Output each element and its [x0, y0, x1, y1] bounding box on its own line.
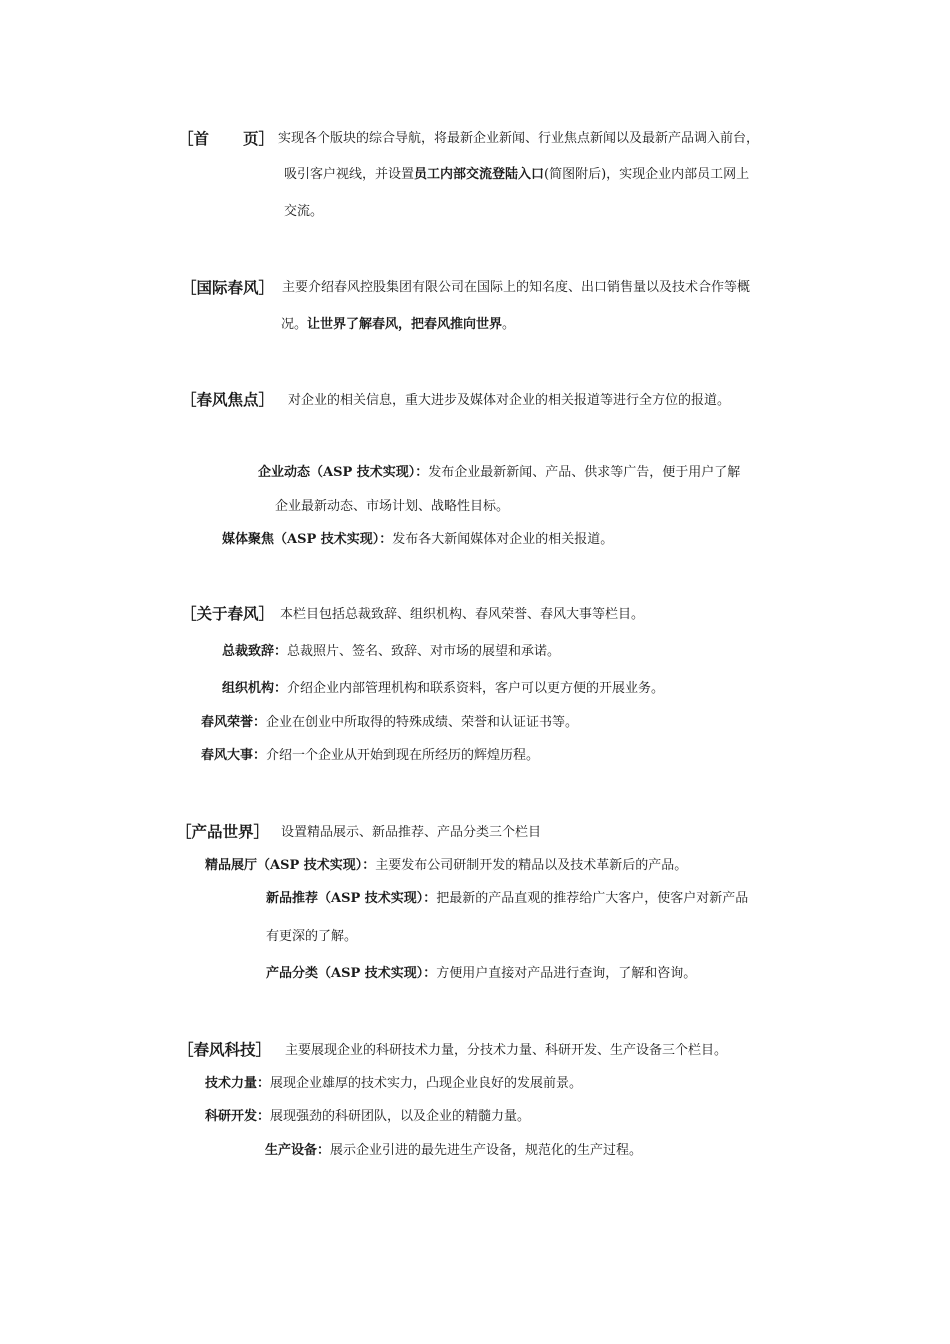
- staff-login-entry: 员工内部交流登陆入口: [414, 167, 545, 182]
- about-honor-text: 企业在创业中所取得的特殊成绩、荣誉和认证证书等。: [266, 715, 579, 730]
- about-heading: ［关于春风］: [181, 605, 275, 623]
- products-new-line2: 有更深的了解。: [266, 929, 358, 944]
- home-heading-close: 页］: [243, 130, 275, 148]
- focus-dynamics-line2: 企业最新动态、市场计划、战略性目标。: [275, 499, 510, 514]
- products-showroom-label: 精品展厅（ASP 技术实现）：: [205, 858, 376, 873]
- tech-rd-text: 展现强劲的科研团队，以及企业的精髓力量。: [270, 1109, 531, 1124]
- products-category-text: 方便用户直接对产品进行查询，了解和咨询。: [436, 966, 697, 981]
- about-president-line: [222, 642, 560, 662]
- tech-equip-line: [265, 1141, 642, 1161]
- home-heading-open: ［首: [178, 130, 210, 148]
- products-category-line: [266, 964, 696, 984]
- tech-power-line: [205, 1074, 582, 1094]
- focus-media-line: [222, 530, 613, 550]
- about-org-label: 组织机构：: [222, 681, 288, 696]
- international-heading: ［国际春风］: [181, 279, 275, 297]
- focus-dynamics-line1: [258, 463, 740, 483]
- about-president-text: 总裁照片、签名、致辞、对市场的展望和承诺。: [287, 644, 561, 659]
- home-desc-text: (简图附后)，实现企业内部员工网上: [544, 167, 750, 182]
- products-new-text: 把最新的产品直观的推荐给广大客户，使客户对新产品: [436, 891, 749, 906]
- international-desc-text: 。: [502, 317, 516, 332]
- about-org-line: [222, 679, 664, 699]
- home-desc-line1: 实现各个版块的综合导航，将最新企业新闻、行业焦点新闻以及最新产品调入前台，: [278, 131, 760, 146]
- international-slogan: 让世界了解春风，把春风推向世界: [307, 317, 503, 332]
- about-events-label: 春风大事：: [201, 748, 267, 763]
- tech-heading: ［春风科技］: [178, 1041, 272, 1059]
- tech-equip-label: 生产设备：: [265, 1143, 331, 1158]
- about-honor-line: [201, 713, 578, 733]
- home-desc-text: 吸引客户视线，并设置: [284, 167, 415, 182]
- products-intro: 设置精品展示、新品推荐、产品分类三个栏目: [281, 825, 542, 840]
- home-desc-line2: [284, 165, 749, 185]
- tech-power-text: 展现企业雄厚的技术实力，凸现企业良好的发展前景。: [270, 1076, 583, 1091]
- tech-intro: 主要展现企业的科研技术力量，分技术力量、科研开发、生产设备三个栏目。: [285, 1043, 728, 1058]
- about-events-text: 介绍一个企业从开始到现在所经历的辉煌历程。: [266, 748, 540, 763]
- tech-equip-text: 展示企业引进的最先进生产设备，规范化的生产过程。: [330, 1143, 643, 1158]
- focus-intro: 对企业的相关信息，重大进步及媒体对企业的相关报道等进行全方位的报道。: [288, 393, 731, 408]
- international-desc-line2: [281, 315, 515, 335]
- tech-power-label: 技术力量：: [205, 1076, 271, 1091]
- tech-rd-line: [205, 1107, 530, 1127]
- focus-dynamics-text: 发布企业最新新闻、产品、供求等广告，便于用户了解: [428, 465, 741, 480]
- focus-dynamics-label: 企业动态（ASP 技术实现）：: [258, 465, 429, 480]
- about-intro: 本栏目包括总裁致辞、组织机构、春风荣誉、春风大事等栏目。: [280, 607, 645, 622]
- tech-rd-label: 科研开发：: [205, 1109, 271, 1124]
- about-org-text: 介绍企业内部管理机构和联系资料，客户可以更方便的开展业务。: [287, 681, 665, 696]
- international-desc-text: 况。: [281, 317, 308, 332]
- focus-heading: ［春风焦点］: [181, 391, 275, 409]
- products-new-line1: [266, 889, 748, 909]
- products-showroom-line: [205, 856, 687, 876]
- about-president-label: 总裁致辞：: [222, 644, 288, 659]
- focus-media-text: 发布各大新闻媒体对企业的相关报道。: [392, 532, 614, 547]
- products-new-label: 新品推荐（ASP 技术实现）：: [266, 891, 437, 906]
- international-desc-line1: 主要介绍春风控股集团有限公司在国际上的知名度、出口销售量以及技术合作等概: [282, 280, 751, 295]
- focus-media-label: 媒体聚焦（ASP 技术实现）：: [222, 532, 393, 547]
- products-showroom-text: 主要发布公司研制开发的精品以及技术革新后的产品。: [375, 858, 688, 873]
- about-events-line: [201, 746, 539, 766]
- products-category-label: 产品分类（ASP 技术实现）：: [266, 966, 437, 981]
- about-honor-label: 春风荣誉：: [201, 715, 267, 730]
- products-heading: ［产品世界］: [176, 823, 270, 841]
- home-desc-line3: 交流。: [284, 204, 324, 219]
